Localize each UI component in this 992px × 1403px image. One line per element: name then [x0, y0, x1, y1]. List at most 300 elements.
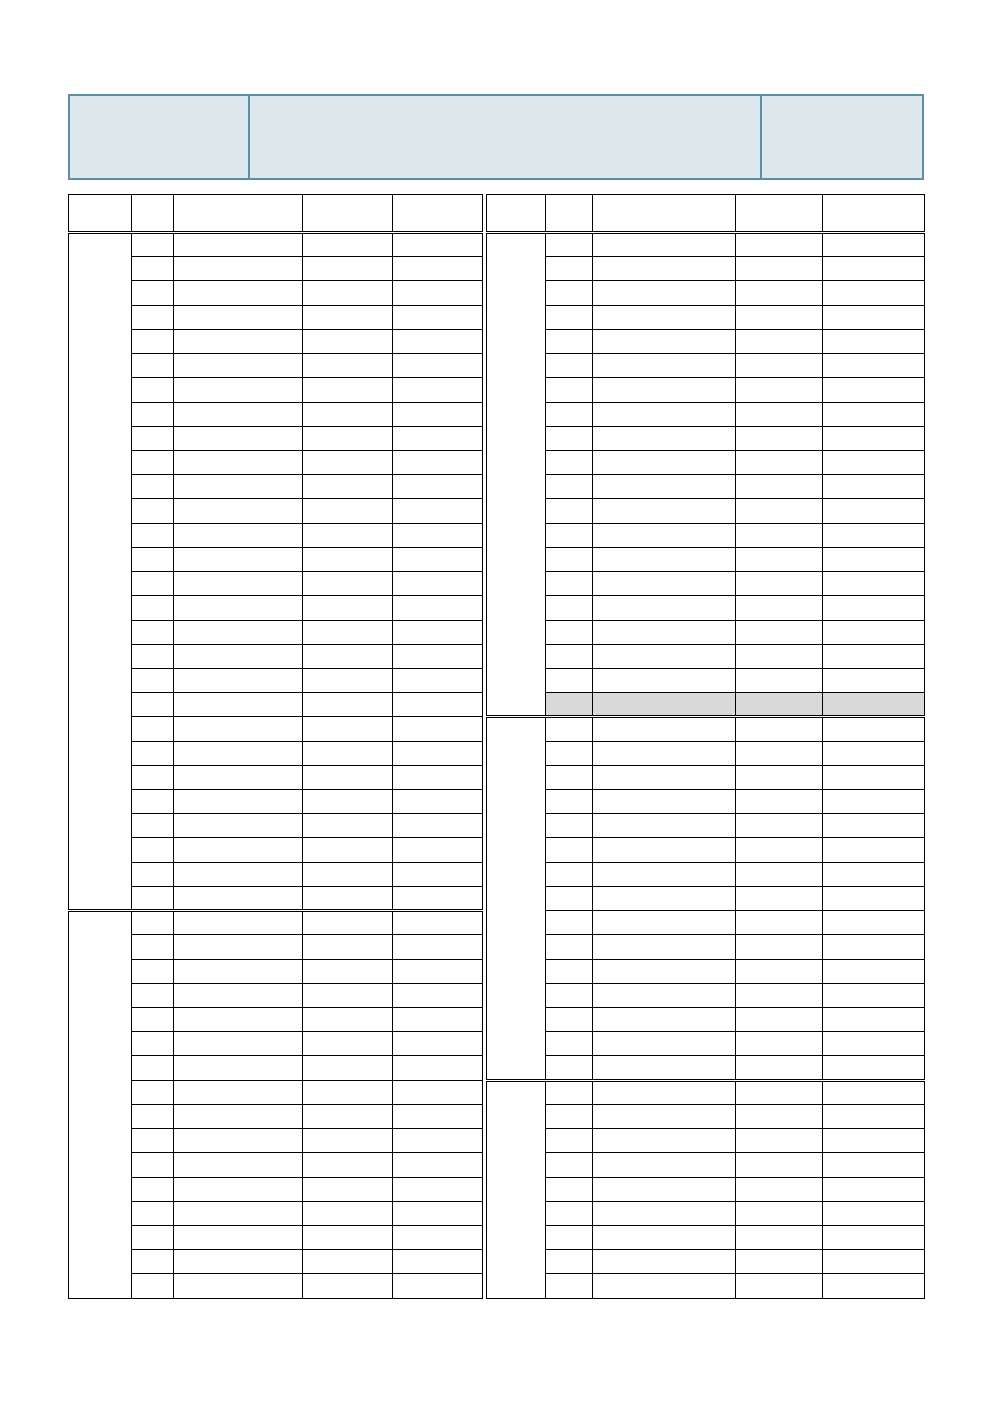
left-rank-cell [132, 281, 174, 305]
left-daily-rainfall [303, 1032, 393, 1056]
right-rank-cell [546, 1177, 593, 1201]
left-rank-cell [132, 1250, 174, 1274]
right-station-name [593, 959, 736, 983]
right-rank-cell [546, 547, 593, 571]
column-gap [483, 765, 487, 789]
right-total-rainfall [823, 572, 925, 596]
left-rank-cell [132, 1177, 174, 1201]
right-rank-cell [546, 354, 593, 378]
column-gap [483, 354, 487, 378]
report-header [68, 94, 924, 180]
column-gap [483, 741, 487, 765]
left-station-name [174, 1201, 303, 1225]
right-total-rainfall [823, 329, 925, 353]
right-total-rainfall [823, 426, 925, 450]
right-station-name [593, 668, 736, 692]
left-total-rainfall [393, 838, 483, 862]
table-header [69, 195, 925, 233]
right-total-rainfall [823, 402, 925, 426]
left-daily-rainfall [303, 305, 393, 329]
right-rank-cell [546, 959, 593, 983]
left-rank-cell [132, 233, 174, 257]
column-gap [483, 1153, 487, 1177]
left-total-rainfall [393, 1008, 483, 1032]
column-gap [483, 1225, 487, 1249]
right-station-name [593, 1201, 736, 1225]
column-gap [483, 1129, 487, 1153]
right-daily-rainfall [736, 862, 823, 886]
right-daily-rainfall [736, 378, 823, 402]
left-rank-cell [132, 959, 174, 983]
left-daily-rainfall [303, 1080, 393, 1104]
right-rank-cell [546, 1056, 593, 1080]
right-station-name [593, 1153, 736, 1177]
region-label [487, 717, 546, 1080]
left-total-rainfall [393, 1274, 483, 1298]
right-station-name [593, 1225, 736, 1249]
right-total-rainfall [823, 499, 925, 523]
left-station-name [174, 693, 303, 717]
right-daily-rainfall [736, 838, 823, 862]
left-daily-rainfall [303, 935, 393, 959]
left-daily-rainfall [303, 233, 393, 257]
right-rank-cell [546, 1008, 593, 1032]
right-rank-cell [546, 814, 593, 838]
left-total-rainfall [393, 1201, 483, 1225]
left-rank-cell [132, 499, 174, 523]
right-daily-rainfall [736, 1250, 823, 1274]
left-station-name [174, 1129, 303, 1153]
right-daily-rainfall [736, 257, 823, 281]
left-daily-rainfall [303, 329, 393, 353]
left-station-name [174, 596, 303, 620]
department-block [70, 96, 248, 178]
right-station-name [593, 402, 736, 426]
right-station-name [593, 547, 736, 571]
right-daily-rainfall [736, 305, 823, 329]
table-row [69, 233, 925, 257]
left-rank-cell [132, 329, 174, 353]
right-total-rainfall [823, 620, 925, 644]
right-station-name [593, 790, 736, 814]
right-daily-rainfall [736, 790, 823, 814]
title-block [250, 96, 760, 178]
left-daily-rainfall [303, 475, 393, 499]
left-total-rainfall [393, 959, 483, 983]
right-daily-rainfall [736, 281, 823, 305]
table-row [69, 717, 925, 741]
left-rank-cell [132, 450, 174, 474]
region-label [69, 911, 132, 1299]
left-rank-cell [132, 596, 174, 620]
right-station-name [593, 620, 736, 644]
left-daily-rainfall [303, 693, 393, 717]
column-gap [483, 475, 487, 499]
right-total-rainfall [823, 547, 925, 571]
left-daily-rainfall [303, 572, 393, 596]
left-total-rainfall [393, 1056, 483, 1080]
right-total-rainfall [823, 959, 925, 983]
left-daily-rainfall [303, 814, 393, 838]
left-station-name [174, 959, 303, 983]
right-station-name [593, 838, 736, 862]
left-daily-rainfall [303, 620, 393, 644]
right-daily-rainfall [736, 1225, 823, 1249]
left-rank-cell [132, 402, 174, 426]
right-rank-cell [546, 741, 593, 765]
right-total-rainfall [823, 935, 925, 959]
left-daily-rainfall [303, 1104, 393, 1128]
left-total-rainfall [393, 547, 483, 571]
column-gap [483, 693, 487, 717]
left-daily-rainfall [303, 257, 393, 281]
column-gap [483, 862, 487, 886]
right-daily-rainfall [736, 1129, 823, 1153]
right-station-name [593, 354, 736, 378]
right-daily-rainfall [736, 717, 823, 741]
right-total-rainfall [823, 1177, 925, 1201]
left-rank-cell [132, 814, 174, 838]
right-rank-cell [546, 935, 593, 959]
left-rank-cell [132, 693, 174, 717]
right-station-name [593, 257, 736, 281]
right-rank-cell [546, 305, 593, 329]
right-station-name [593, 1008, 736, 1032]
left-total-rainfall [393, 862, 483, 886]
right-daily-rainfall [736, 596, 823, 620]
right-station-name [593, 1274, 736, 1298]
right-station-name [593, 523, 736, 547]
region-label [487, 233, 546, 717]
left-daily-rainfall [303, 1201, 393, 1225]
column-gap [483, 450, 487, 474]
right-station-name [593, 1104, 736, 1128]
right-rank-cell [546, 1032, 593, 1056]
left-total-rainfall [393, 668, 483, 692]
right-rank-cell [546, 329, 593, 353]
left-station-name [174, 741, 303, 765]
left-rank-cell [132, 1274, 174, 1298]
left-rank-cell [132, 1129, 174, 1153]
left-total-rainfall [393, 1250, 483, 1274]
right-station-name [593, 329, 736, 353]
rainfall-table [68, 194, 925, 1299]
column-header-total [823, 195, 925, 233]
left-station-name [174, 717, 303, 741]
left-total-rainfall [393, 233, 483, 257]
left-daily-rainfall [303, 717, 393, 741]
right-daily-rainfall [736, 668, 823, 692]
right-rank-cell [546, 1225, 593, 1249]
left-total-rainfall [393, 935, 483, 959]
left-station-name [174, 790, 303, 814]
right-rank-cell [546, 402, 593, 426]
right-station-name [593, 1080, 736, 1104]
column-gap [483, 523, 487, 547]
right-rank-cell [546, 596, 593, 620]
right-rank-cell [546, 886, 593, 910]
left-station-name [174, 1153, 303, 1177]
left-total-rainfall [393, 378, 483, 402]
right-station-name [593, 378, 736, 402]
column-gap [483, 402, 487, 426]
left-rank-cell [132, 862, 174, 886]
right-rank-cell [546, 426, 593, 450]
column-gap [483, 572, 487, 596]
left-rank-cell [132, 1201, 174, 1225]
column-gap [483, 499, 487, 523]
left-total-rainfall [393, 741, 483, 765]
left-total-rainfall [393, 1032, 483, 1056]
right-daily-rainfall [736, 886, 823, 910]
left-total-rainfall [393, 450, 483, 474]
left-station-name [174, 426, 303, 450]
left-station-name [174, 450, 303, 474]
column-gap [483, 935, 487, 959]
right-rank-cell [546, 911, 593, 935]
left-station-name [174, 281, 303, 305]
left-station-name [174, 547, 303, 571]
right-daily-rainfall [736, 402, 823, 426]
left-total-rainfall [393, 620, 483, 644]
right-total-rainfall [823, 281, 925, 305]
left-total-rainfall [393, 1225, 483, 1249]
right-daily-rainfall [736, 1201, 823, 1225]
right-total-rainfall [823, 814, 925, 838]
column-gap [483, 1250, 487, 1274]
table-row [69, 1080, 925, 1104]
right-station-name [593, 741, 736, 765]
right-total-rainfall [823, 378, 925, 402]
left-station-name [174, 886, 303, 910]
left-rank-cell [132, 668, 174, 692]
right-daily-rainfall [736, 1008, 823, 1032]
right-rank-cell [546, 475, 593, 499]
right-rank-cell [546, 378, 593, 402]
right-daily-rainfall [736, 450, 823, 474]
right-daily-rainfall [736, 572, 823, 596]
left-station-name [174, 1008, 303, 1032]
column-gap [483, 378, 487, 402]
column-gap [483, 329, 487, 353]
right-total-rainfall [823, 305, 925, 329]
left-station-name [174, 402, 303, 426]
right-station-name [593, 499, 736, 523]
left-rank-cell [132, 1032, 174, 1056]
right-total-rainfall [823, 233, 925, 257]
right-daily-rainfall [736, 620, 823, 644]
left-rank-cell [132, 1225, 174, 1249]
left-daily-rainfall [303, 1153, 393, 1177]
column-gap [483, 1008, 487, 1032]
left-total-rainfall [393, 354, 483, 378]
left-total-rainfall [393, 572, 483, 596]
column-gap [483, 1104, 487, 1128]
right-daily-rainfall [736, 644, 823, 668]
left-total-rainfall [393, 693, 483, 717]
left-station-name [174, 1104, 303, 1128]
left-station-name [174, 1250, 303, 1274]
right-station-name [593, 596, 736, 620]
right-total-rainfall [823, 790, 925, 814]
left-daily-rainfall [303, 862, 393, 886]
left-total-rainfall [393, 717, 483, 741]
right-station-name [593, 911, 736, 935]
left-daily-rainfall [303, 644, 393, 668]
left-station-name [174, 983, 303, 1007]
right-rank-cell [546, 1153, 593, 1177]
left-daily-rainfall [303, 499, 393, 523]
left-rank-cell [132, 1056, 174, 1080]
column-gap [483, 281, 487, 305]
left-station-name [174, 1225, 303, 1249]
left-rank-cell [132, 644, 174, 668]
right-rank-cell [546, 1129, 593, 1153]
right-total-rainfall [823, 1080, 925, 1104]
left-rank-cell [132, 838, 174, 862]
right-total-rainfall [823, 1056, 925, 1080]
left-station-name [174, 911, 303, 935]
left-total-rainfall [393, 814, 483, 838]
right-station-name [593, 814, 736, 838]
left-total-rainfall [393, 983, 483, 1007]
left-daily-rainfall [303, 378, 393, 402]
left-rank-cell [132, 426, 174, 450]
left-station-name [174, 329, 303, 353]
right-daily-rainfall [736, 935, 823, 959]
right-station-name [593, 765, 736, 789]
left-total-rainfall [393, 426, 483, 450]
right-station-name [593, 450, 736, 474]
left-station-name [174, 572, 303, 596]
left-daily-rainfall [303, 547, 393, 571]
left-rank-cell [132, 790, 174, 814]
right-total-rainfall [823, 741, 925, 765]
left-rank-cell [132, 523, 174, 547]
left-daily-rainfall [303, 1177, 393, 1201]
left-daily-rainfall [303, 1129, 393, 1153]
right-rank-cell [546, 668, 593, 692]
right-rank-cell [546, 765, 593, 789]
right-total-rainfall [823, 1153, 925, 1177]
left-station-name [174, 475, 303, 499]
column-header-station [593, 195, 736, 233]
right-station-name [593, 1032, 736, 1056]
right-station-name [593, 1129, 736, 1153]
right-total-rainfall [823, 668, 925, 692]
column-gap [483, 959, 487, 983]
right-total-rainfall [823, 1032, 925, 1056]
left-rank-cell [132, 935, 174, 959]
right-daily-rainfall [736, 499, 823, 523]
right-daily-rainfall [736, 426, 823, 450]
left-station-name [174, 765, 303, 789]
column-header-day [736, 195, 823, 233]
right-station-name [593, 1250, 736, 1274]
left-station-name [174, 1274, 303, 1298]
left-rank-cell [132, 547, 174, 571]
left-station-name [174, 257, 303, 281]
right-total-rainfall [823, 523, 925, 547]
column-gap [483, 1032, 487, 1056]
left-rank-cell [132, 354, 174, 378]
right-rank-cell [546, 523, 593, 547]
right-rank-cell [546, 281, 593, 305]
right-total-rainfall [823, 354, 925, 378]
left-rank-cell [132, 305, 174, 329]
right-station-name [593, 305, 736, 329]
right-daily-rainfall [736, 475, 823, 499]
column-gap [483, 1201, 487, 1225]
column-gap [483, 886, 487, 910]
right-daily-rainfall [736, 233, 823, 257]
right-rank-cell [546, 983, 593, 1007]
left-station-name [174, 1056, 303, 1080]
left-rank-cell [132, 1153, 174, 1177]
right-rank-cell [546, 1104, 593, 1128]
column-gap [483, 1177, 487, 1201]
right-rank-cell [546, 450, 593, 474]
left-total-rainfall [393, 1080, 483, 1104]
right-total-rainfall [823, 450, 925, 474]
left-rank-cell [132, 1080, 174, 1104]
left-rank-cell [132, 620, 174, 644]
left-rank-cell [132, 983, 174, 1007]
left-total-rainfall [393, 329, 483, 353]
right-rank-cell [546, 257, 593, 281]
left-total-rainfall [393, 596, 483, 620]
right-rank-cell [546, 1201, 593, 1225]
left-rank-cell [132, 741, 174, 765]
left-daily-rainfall [303, 523, 393, 547]
right-total-rainfall [823, 1225, 925, 1249]
left-daily-rainfall [303, 886, 393, 910]
right-total-rainfall [823, 693, 925, 717]
left-station-name [174, 1032, 303, 1056]
right-rank-cell [546, 717, 593, 741]
right-station-name [593, 886, 736, 910]
right-daily-rainfall [736, 329, 823, 353]
left-total-rainfall [393, 475, 483, 499]
column-gap [483, 547, 487, 571]
left-total-rainfall [393, 790, 483, 814]
right-rank-cell [546, 693, 593, 717]
right-station-name [593, 717, 736, 741]
right-total-rainfall [823, 644, 925, 668]
right-total-rainfall [823, 911, 925, 935]
column-gap [483, 644, 487, 668]
right-rank-cell [546, 862, 593, 886]
left-rank-cell [132, 886, 174, 910]
column-gap [483, 1274, 487, 1298]
right-station-name [593, 281, 736, 305]
left-daily-rainfall [303, 426, 393, 450]
left-daily-rainfall [303, 790, 393, 814]
left-daily-rainfall [303, 1225, 393, 1249]
right-daily-rainfall [736, 354, 823, 378]
left-total-rainfall [393, 1153, 483, 1177]
column-gap [483, 257, 487, 281]
left-rank-cell [132, 378, 174, 402]
left-daily-rainfall [303, 983, 393, 1007]
right-station-name [593, 644, 736, 668]
left-daily-rainfall [303, 1274, 393, 1298]
left-daily-rainfall [303, 838, 393, 862]
right-rank-cell [546, 1274, 593, 1298]
right-station-name [593, 935, 736, 959]
right-daily-rainfall [736, 814, 823, 838]
right-total-rainfall [823, 717, 925, 741]
